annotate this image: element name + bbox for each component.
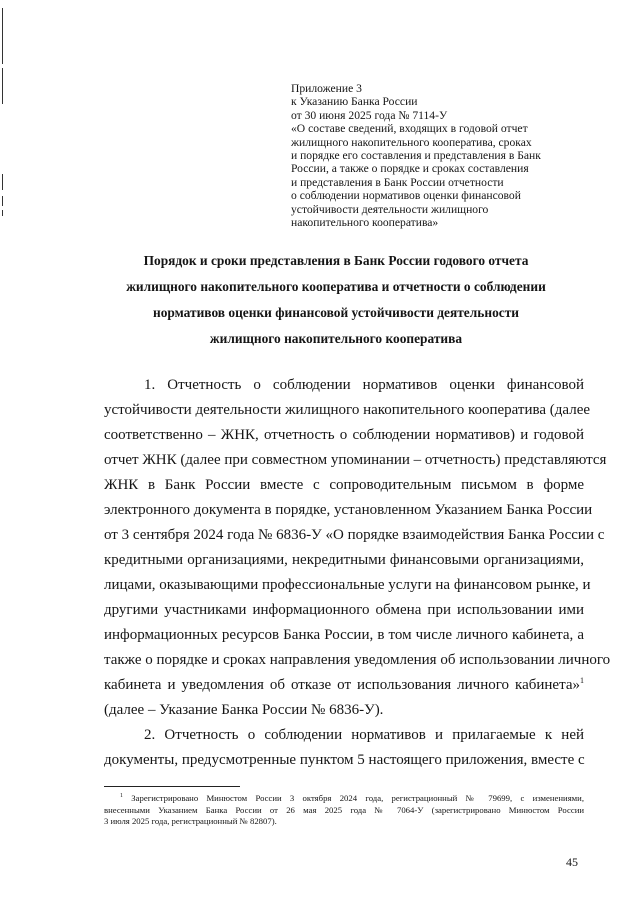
footnote-line: 3 июля 2025 года, регистрационный № 82807). <box>104 816 277 826</box>
appendix-line: России, а также о порядке и сроках составления <box>291 162 529 176</box>
paragraph-1-line: устойчивости деятельности жилищного накопительного кооператива (далее <box>104 402 591 418</box>
appendix-line: Приложение 3 <box>291 82 362 95</box>
document-title <box>96 248 576 352</box>
paragraph-1-line: 1. Отчетность о соблюдении нормативов оценки финансовой <box>144 377 584 393</box>
appendix-line: жилищного накопительного кооператива, сроках <box>291 135 532 149</box>
appendix-header <box>291 82 591 229</box>
paragraph-1-line: отчет ЖНК (далее при совместном упоминании – отчетность) представляются <box>104 452 607 468</box>
paragraph-1-line: от 3 сентября 2024 года № 6836-У «О порядке взаимодействия Банка России с <box>104 527 605 543</box>
title-line: жилищного накопительного кооператива <box>209 331 463 346</box>
footnote-marker: 1 <box>120 793 123 800</box>
body-text <box>104 373 611 773</box>
paragraph-2-line: 2. Отчетность о соблюдении нормативов и прилагаемые к ней <box>144 727 584 743</box>
paragraph-1-line: лицами, оказывающими профессиональные услуги на финансовом рынке, и <box>104 577 591 593</box>
paragraph-1-line: соответственно – ЖНК, отчетность о соблюдении нормативов) и годовой <box>104 427 584 443</box>
paragraph-1-line: кредитными организациями, некредитными финансовыми организациями, <box>104 552 584 568</box>
paragraph-1-line: ЖНК в Банк России вместе с сопроводительным письмом в форме <box>104 477 584 493</box>
appendix-line: «О составе сведений, входящих в годовой отчет <box>291 122 528 136</box>
footnote-line-with-marker <box>104 793 584 805</box>
title-line: Порядок и сроки представления в Банк России годового отчета <box>143 253 529 268</box>
appendix-line: к Указанию Банка России <box>291 95 418 109</box>
scan-margin-mark <box>2 210 3 216</box>
paragraph-1-line: электронного документа в порядке, установленном Указанием Банка России <box>104 502 593 518</box>
scan-margin-mark <box>2 8 3 64</box>
footnote-separator <box>104 786 240 787</box>
scan-margin-mark <box>2 68 3 104</box>
paragraph-1-line: также о порядке и сроках направления уведомления об использовании личного <box>104 652 611 668</box>
footnote <box>104 793 584 828</box>
title-line: жилищного накопительного кооператива и отчетности о соблюдении <box>126 279 546 294</box>
paragraph-1-line: другими участниками информационного обмена при использовании ими <box>104 602 584 618</box>
appendix-line: и представления в Банк России отчетности <box>291 175 504 189</box>
paragraph-1-line-text: кабинета и уведомления об отказе от использования личного кабинета» <box>104 677 580 693</box>
footnote-line-text: Зарегистрировано Минюстом России 3 октября 2024 года, регистрационный № 79699, с изменениями, <box>131 793 585 803</box>
footnote-reference: 1 <box>580 676 584 685</box>
footnote-line: внесенными Указанием Банка России от 26 мая 2025 года № 7064-У (зарегистрировано Минюстом России <box>104 804 584 815</box>
scan-margin-mark <box>2 174 3 190</box>
appendix-line: и порядке его составления и представления в Банк <box>291 149 541 163</box>
title-line: нормативов оценки финансовой устойчивости деятельности <box>152 305 519 320</box>
paragraph-2-line: документы, предусмотренные пунктом 5 настоящего приложения, вместе с <box>104 752 585 768</box>
appendix-line: от 30 июня 2025 года № 7114-У <box>291 108 448 122</box>
paragraph-1-line-with-ref <box>104 673 584 698</box>
page-number: 45 <box>566 855 578 869</box>
appendix-line: о соблюдении нормативов оценки финансовой <box>291 189 521 203</box>
appendix-line: накопительного кооператива» <box>291 216 439 230</box>
paragraph-1-line: (далее – Указание Банка России № 6836-У). <box>104 702 384 718</box>
appendix-line: устойчивости деятельности жилищного <box>291 202 489 216</box>
paragraph-1-line: информационных ресурсов Банка России, в том числе личного кабинета, а <box>104 627 584 643</box>
scan-margin-mark <box>2 196 3 206</box>
